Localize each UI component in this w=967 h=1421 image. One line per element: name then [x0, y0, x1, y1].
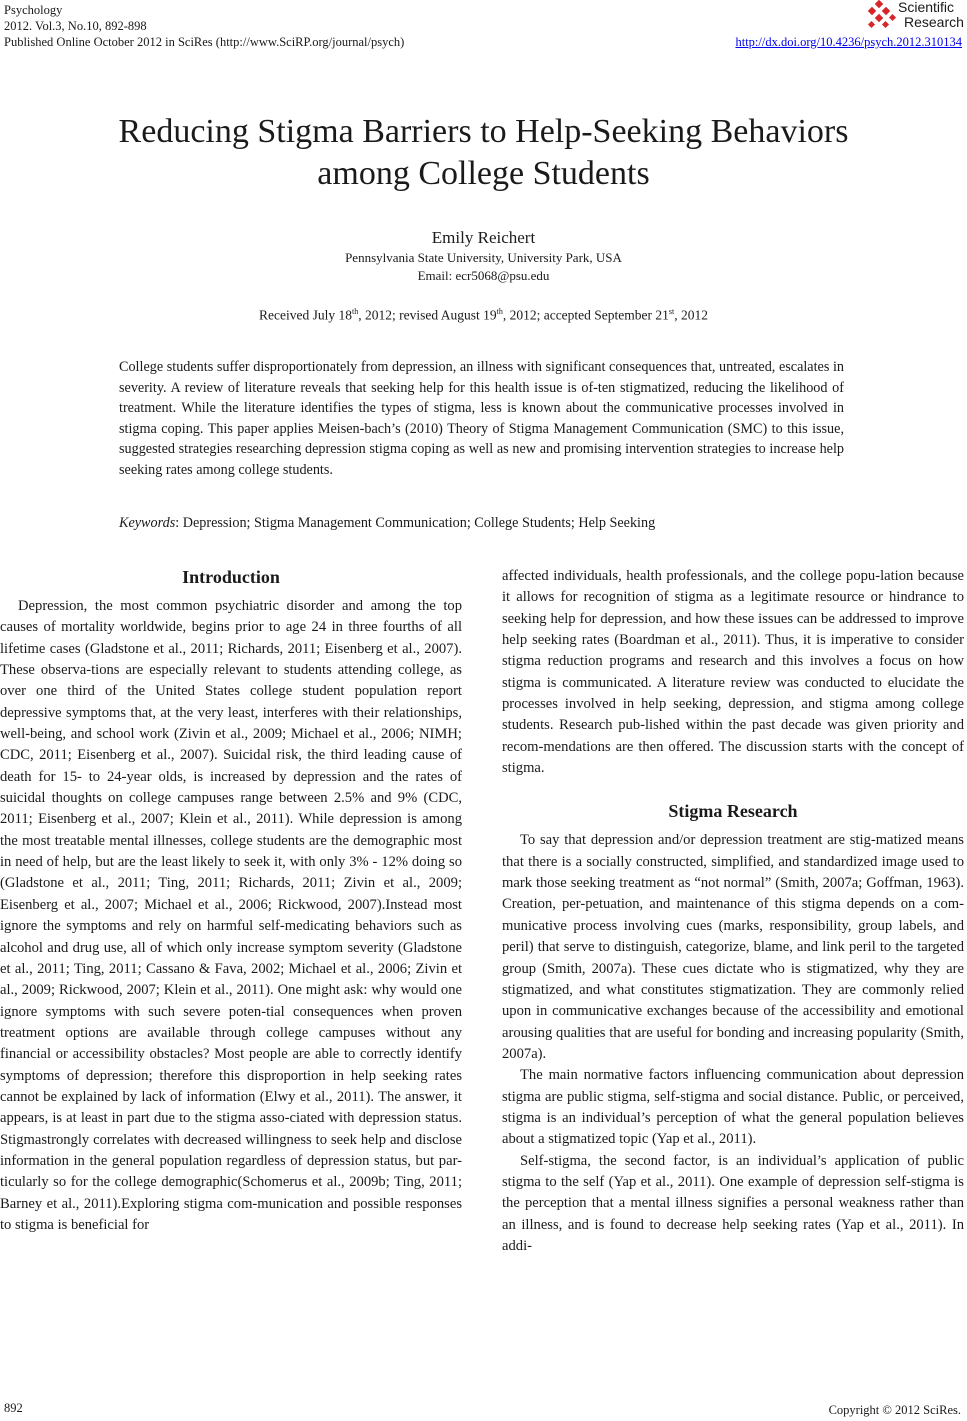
title-line-2: among College Students [317, 155, 650, 192]
section-heading-introduction: Introduction [182, 567, 280, 587]
left-column [0, 566, 462, 1236]
received-text-2: , 2012; revised August 19 [358, 307, 497, 323]
received-text-3: , 2012; accepted September 21 [502, 307, 669, 323]
keywords [119, 514, 844, 532]
journal-header [4, 2, 404, 50]
keywords-list: : Depression; Stigma Management Communication; College Students; Help Seeking [175, 515, 656, 531]
author-affiliation: Pennsylvania State University, University Park, USA [345, 250, 622, 265]
scientific-research-logo [864, 0, 964, 34]
logo-line-1: Scientific [898, 0, 955, 15]
paragraph: Depression, the most common psychiatric disorder and among the top causes of mortality worldwide, begins prior to age 24 in three fourths of all lifetime cases (Gladstone et al., 2011; Richards, 2011; Eisenberg et al., 2007). These observa-tions are especially relevant to students attending college, as over one third of the United States college student population report depressive symptoms that, at the very least, interferes with their relationships, well-being, and school work (Zivin et al., 2009; Michael et al., 2006; NIMH; CDC, 2011; Eisenberg et al., 2007). Suicidal risk, the third leading cause of death for 15- to 24-year olds, is increased by depression and the rates of suicidal thoughts on college campuses range between 2.5% and 9% (CDC, 2011; Eisenberg et al., 2007; Klein et al., 2011). While depression is among the most treatable mental illnesses, college students are the demographic most in need of help, but are the least likely to seek it, with only 3% - 12% doing so (Gladstone et al., 2011; Ting, 2011; Richards, 2011; Zivin et al., 2009; Eisenberg et al., 2007; Michael et al., 2006; Rickwood, 2007).Instead most ignore the symptoms and rely on harmful self-medicating behaviors such as alcohol and drug use, all of which only increase symptom severity (Gladstone et al., 2011; Ting, 2011; Cassano & Fava, 2002; Michael et al., 2006; Zivin et al., 2009; Rickwood, 2007; Klein et al., 2011). One might ask: why would one ignore symptoms with such severe poten-tial consequences when proven treatment options are available through college campuses without any financial or accessibility obstacles? Most people are able to correctly identify symptoms of depression; therefore this disproportion in help seeking rates cannot be explained by lack of information (Elwy et al., 2011). The answer, it appears, is at least in part due to the stigma asso-ciated with depression status. Stigmastrongly correlates with decreased willingness to seek help and disclose information in the general population regardless of depression status, but par-ticularly so for the college demographic(Schomerus et al., 2009b; Ting, 2011; Barney et al., 2011).Exploring stigma com-munication and possible responses to stigma is beneficial for [0, 598, 462, 1233]
received-sup-1: th [351, 307, 359, 316]
logo-text [898, 0, 964, 30]
journal-name: Psychology [4, 3, 63, 17]
title-line-1: Reducing Stigma Barriers to Help-Seeking Behaviors [118, 113, 849, 150]
received-text-4: , 2012 [674, 307, 708, 323]
paragraph: Self-stigma, the second factor, is an individual’s application of public stigma to the self (Yap et al., 2011). One example of depression self-stigma is the perception that a mental illness signifies a personal weakness rather than an illness, and is found to decrease help seeking rates (Yap et al., 2011). In addi- [502, 1152, 964, 1254]
author-email: Email: ecr5068@psu.edu [417, 268, 550, 283]
logo-line-2: Research [904, 14, 964, 30]
right-column [502, 566, 964, 1257]
copyright: Copyright © 2012 SciRes. [828, 1403, 961, 1417]
journal-volume: 2012. Vol.3, No.10, 892-898 [4, 19, 147, 33]
doi-link[interactable]: http://dx.doi.org/10.4236/psych.2012.310134 [735, 35, 962, 49]
author-name: Emily Reichert [431, 228, 536, 247]
page-number: 892 [4, 1401, 23, 1415]
paragraph: affected individuals, health professionals, and the college popu-lation because it allows for recognition of stigma as a legitimate resource or hindrance to seeking help for depression, and how these issues can be addressed to improve help seeking rates (Boardman et al., 2011). Thus, it is imperative to consider stigma reduction programs and research and this involves a focus on how stigma is communicated. A literature review was conducted to elucidate the processes involved in help seeking, depression, and stigma among college students. Research pub-lished within the past decade was given priority and recom-mendations are then offered. The discussion starts with the concept of stigma. [502, 568, 964, 777]
abstract: College students suffer disproportionately from depression, an illness with significant consequences that, untreated, escalates in severity. A review of literature reveals that seeking help for this health issue is of-ten stigmatized, reducing the likelihood of treatment. While the literature identifies the types of stigma, less is known about the communicative processes involved in stigma coping. This paper applies Meisen-bach’s (2010) Theory of Stigma Management Communication (SMC) to this issue, suggested strategies researching depression stigma coping as well as new and promising intervention strategies to increase help seeking rates among college students. [119, 359, 844, 478]
received-text-1: Received July 18 [259, 307, 352, 323]
keywords-label: Keywords [119, 515, 176, 531]
paragraph: To say that depression and/or depression treatment are stig-matized means that there is a socially constructed, simplified, and standardized image used to mark those seeking treatment as “not normal” (Smith, 2007a; Goffman, 1963). Creation, per-petuation, and maintenance of this stigma depends on a com-municative process involving cues (marks, responsibility, group labels, and peril) that serve to distinguish, categorize, blame, and link peril to the targeted group (Smith, 2007a). These cues dictate who is stigmatized, why they are stigmatized, and what constitutes stigmatization. They are commonly relied upon in communicative exchanges because of the accessibility and emotional arousing qualities that are useful for bonding and increasing popularity (Smith, 2007a). [502, 832, 964, 1062]
publication-info: Published Online October 2012 in SciRes (http://www.SciRP.org/journal/psych) [4, 35, 405, 49]
paragraph: The main normative factors influencing communication about depression stigma are public stigma, self-stigma and social distance. Public, or perceived, stigma is an individual’s perception of what the general population believes about a stigmatized topic (Yap et al., 2011). [502, 1067, 964, 1148]
received-sup-3: st [668, 307, 675, 316]
received-sup-2: th [496, 307, 503, 316]
logo-mark-icon [864, 0, 898, 34]
paper-title [0, 111, 967, 195]
section-heading-stigma-research: Stigma Research [668, 801, 798, 822]
received-dates [0, 304, 967, 324]
